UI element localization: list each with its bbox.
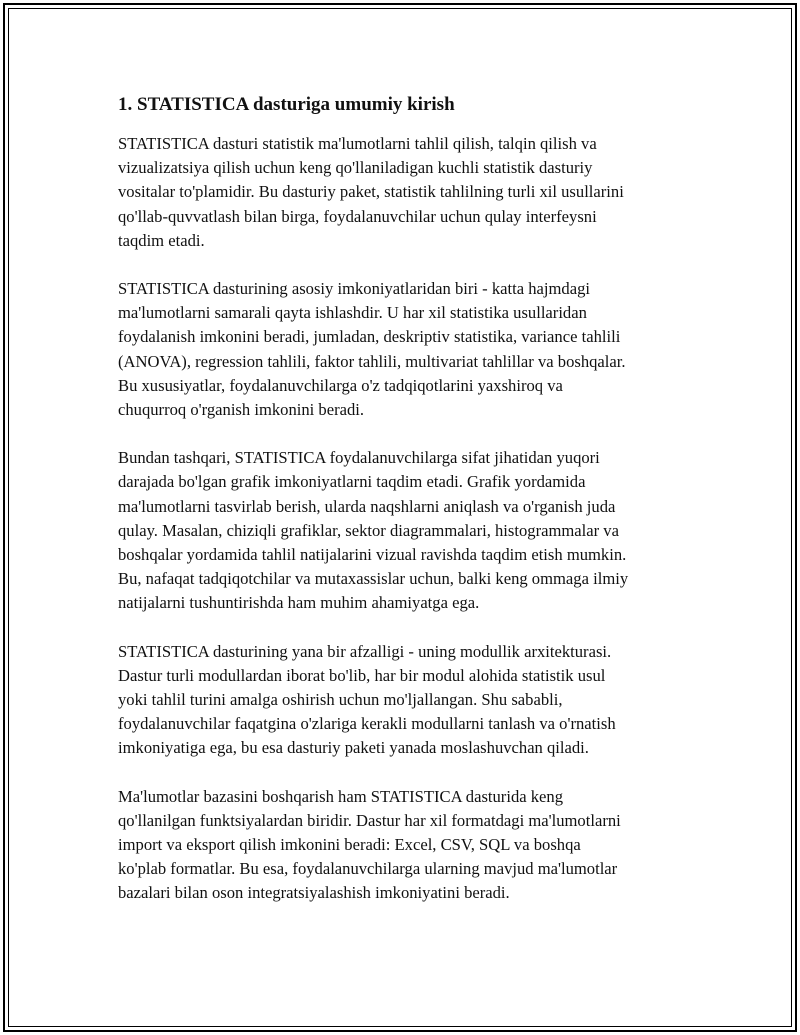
text-line: taqdim etadi. [118, 230, 205, 250]
text-line: (ANOVA), regression tahlili, faktor tahlili, multivariat tahlillar va boshqalar. [118, 351, 626, 371]
text-line: bazalari bilan oson integratsiyalashish imkoniyatini beradi. [118, 883, 510, 903]
text-line: boshqalar yordamida tahlil natijalarini vizual ravishda taqdim etish mumkin. [118, 545, 627, 565]
text-line: imkoniyatiga ega, bu esa dasturiy paketi yanada moslashuvchan qiladi. [118, 738, 589, 758]
paragraph-database [118, 785, 698, 906]
text-line: qo'llanilgan funktsiyalardan biridir. Dastur har xil formatdagi ma'lumotlarni [118, 810, 621, 830]
text-line: chuqurroq o'rganish imkonini beradi. [118, 400, 365, 420]
text-line: Ma'lumotlar bazasini boshqarish ham STATISTICA dasturida keng [118, 786, 564, 806]
document-body [118, 92, 698, 930]
text-line: vizualizatsiya qilish uchun keng qo'llaniladigan kuchli statistik dasturiy [118, 158, 593, 178]
text-line: Bu xususiyatlar, foydalanuvchilarga o'z tadqiqotlarini yaxshiroq va [118, 375, 563, 395]
text-line: qulay. Masalan, chiziqli grafiklar, sektor diagrammalari, histogrammalar va [118, 520, 619, 540]
paragraph-capabilities [118, 277, 698, 422]
text-line: foydalanish imkonini beradi, jumladan, deskriptiv statistika, variance tahlili [118, 327, 621, 347]
paragraph-modules [118, 640, 698, 761]
text-line: import va eksport qilish imkonini beradi: Excel, CSV, SQL va boshqa [118, 835, 581, 855]
text-line: darajada bo'lgan grafik imkoniyatlarni taqdim etadi. Grafik yordamida [118, 472, 586, 492]
text-line: STATISTICA dasturining asosiy imkoniyatlaridan biri - katta hajmdagi [118, 279, 590, 299]
text-line: ko'plab formatlar. Bu esa, foydalanuvchilarga ularning mavjud ma'lumotlar [118, 859, 618, 879]
text-line: vositalar to'plamidir. Bu dasturiy paket, statistik tahlilning turli xil usullarini [118, 182, 624, 202]
text-line: ma'lumotlarni tasvirlab berish, ularda naqshlarni aniqlash va o'rganish juda [118, 496, 616, 516]
text-line: STATISTICA dasturi statistik ma'lumotlarni tahlil qilish, talqin qilish va [118, 134, 597, 153]
text-line: qo'llab-quvvatlash bilan birga, foydalanuvchilar uchun qulay interfeysni [118, 206, 597, 226]
text-line: Dastur turli modullardan iborat bo'lib, har bir modul alohida statistik usul [118, 665, 606, 685]
text-line: STATISTICA dasturining yana bir afzalligi - uning modullik arxitekturasi. [118, 641, 612, 661]
text-line: Bundan tashqari, STATISTICA foydalanuvchilarga sifat jihatidan yuqori [118, 448, 600, 468]
paragraph-intro [118, 132, 698, 253]
text-line: yoki tahlil turini amalga oshirish uchun mo'ljallangan. Shu sababli, [118, 690, 563, 710]
paragraph-graphics [118, 446, 698, 615]
text-line: ma'lumotlarni samarali qayta ishlashdir. U har xil statistika usullaridan [118, 303, 587, 323]
section-heading: 1. STATISTICA dasturiga umumiy kirish [118, 94, 455, 115]
text-line: natijalarni tushuntirishda ham muhim ahamiyatga ega. [118, 593, 480, 613]
text-line: foydalanuvchilar faqatgina o'zlariga kerakli modullarni tanlash va o'rnatish [118, 714, 616, 734]
text-line: Bu, nafaqat tadqiqotchilar va mutaxassislar uchun, balki keng ommaga ilmiy [118, 569, 629, 589]
